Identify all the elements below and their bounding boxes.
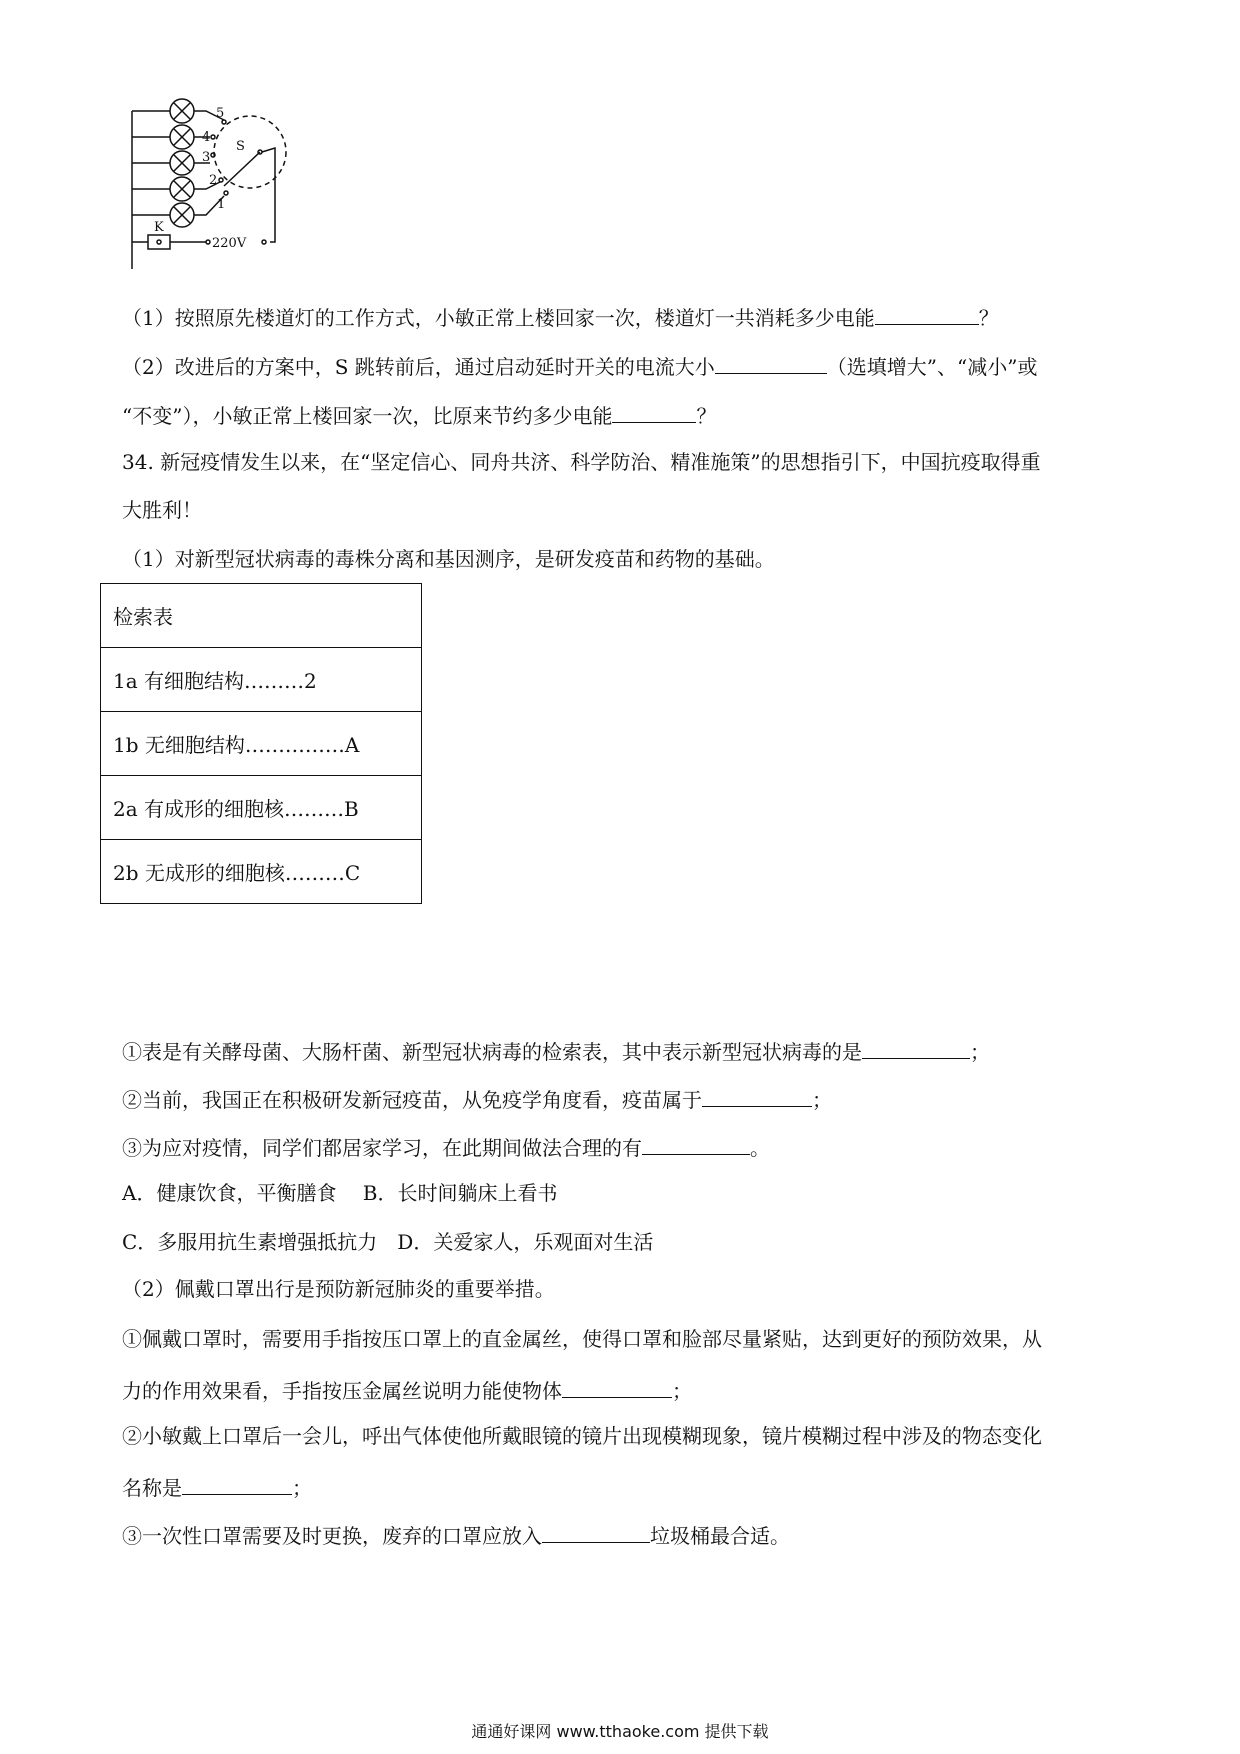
lamp-icon xyxy=(170,151,194,175)
table-cell: 2b 无成形的细胞核………C xyxy=(101,840,422,904)
q33-part1: （1）按照原先楼道灯的工作方式，小敏正常上楼回家一次，楼道灯一共消耗多少电能 ？ xyxy=(122,306,999,330)
answer-blank[interactable] xyxy=(642,1134,750,1155)
q33-part2-line1: （2）改进后的方案中，S 跳转前后，通过启动延时开关的电流大小 （选填增大”、“减小”或 xyxy=(122,355,1038,379)
switch-position-5: 5 xyxy=(216,106,225,121)
q34-options-cd: C．多服用抗生素增强抵抗力 D．关爱家人，乐观面对生活 xyxy=(122,1230,654,1254)
q34-intro-line2: 大胜利！ xyxy=(122,498,202,522)
table-row xyxy=(101,584,422,648)
q34-mask1-line2: 力的作用效果看，手指按压金属丝说明力能使物体 ； xyxy=(122,1379,692,1403)
table-header: 检索表 xyxy=(101,584,422,648)
answer-blank[interactable] xyxy=(182,1474,292,1495)
dichotomous-key-table xyxy=(100,583,422,904)
table-row xyxy=(101,776,422,840)
switch-position-4: 4 xyxy=(202,130,211,145)
table-cell: 2a 有成形的细胞核………B xyxy=(101,776,422,840)
table-row xyxy=(101,840,422,904)
lamp-icon xyxy=(170,177,194,201)
switch-position-3: 3 xyxy=(202,150,211,165)
table-cell: 1a 有细胞结构………2 xyxy=(101,648,422,712)
answer-blank[interactable] xyxy=(562,1377,672,1398)
page-footer: 通通好课网 www.tthaoke.com 提供下载 xyxy=(471,1722,769,1741)
lamp-icon xyxy=(170,125,194,149)
q34-part2-heading: （2）佩戴口罩出行是预防新冠肺炎的重要举措。 xyxy=(122,1277,555,1301)
answer-blank[interactable] xyxy=(862,1038,970,1059)
q34-intro-line1: 34. 新冠疫情发生以来，在“坚定信心、同舟共济、科学防治、精准施策”的思想指引下，中国抗疫取得重 xyxy=(122,450,1041,474)
q33-part2-line2: “不变”），小敏正常上楼回家一次，比原来节约多少电能 ？ xyxy=(122,404,717,428)
switch-position-1: 1 xyxy=(217,197,226,212)
answer-blank[interactable] xyxy=(612,402,696,423)
table-row xyxy=(101,648,422,712)
lamp-icon xyxy=(170,99,194,123)
circuit-diagram xyxy=(120,92,320,282)
key-label: K xyxy=(154,220,164,235)
q34-sub2: ②当前，我国正在积极研发新冠疫苗，从免疫学角度看，疫苗属于 ； xyxy=(122,1088,832,1112)
voltage-label: 220V xyxy=(212,236,247,251)
key-switch xyxy=(148,235,170,249)
q34-mask1-line1: ①佩戴口罩时，需要用手指按压口罩上的直金属丝，使得口罩和脸部尽量紧贴，达到更好的预防效果，从 xyxy=(122,1327,1042,1351)
answer-blank[interactable] xyxy=(702,1086,812,1107)
q34-sub3: ③为应对疫情，同学们都居家学习，在此期间做法合理的有 。 xyxy=(122,1136,770,1160)
q34-mask3: ③一次性口罩需要及时更换，废弃的口罩应放入 垃圾桶最合适。 xyxy=(122,1524,790,1548)
q34-options-ab: A．健康饮食，平衡膳食 B．长时间躺床上看书 xyxy=(122,1181,558,1205)
q34-mask2-line1: ②小敏戴上口罩后一会儿，呼出气体使他所戴眼镜的镜片出现模糊现象，镜片模糊过程中涉及的物态变化 xyxy=(122,1424,1042,1448)
table-cell: 1b 无细胞结构……………A xyxy=(101,712,422,776)
table-row xyxy=(101,712,422,776)
switch-position-2: 2 xyxy=(209,173,218,188)
lamp-icon xyxy=(170,203,194,227)
answer-blank[interactable] xyxy=(875,304,979,325)
switch-label: S xyxy=(236,139,245,154)
q34-mask2-line2: 名称是 ； xyxy=(122,1476,312,1500)
q34-sub1: ①表是有关酵母菌、大肠杆菌、新型冠状病毒的检索表，其中表示新型冠状病毒的是 ； xyxy=(122,1040,990,1064)
answer-blank[interactable] xyxy=(542,1522,650,1543)
answer-blank[interactable] xyxy=(715,353,827,374)
q34-part1-heading: （1）对新型冠状病毒的毒株分离和基因测序，是研发疫苗和药物的基础。 xyxy=(122,547,775,571)
